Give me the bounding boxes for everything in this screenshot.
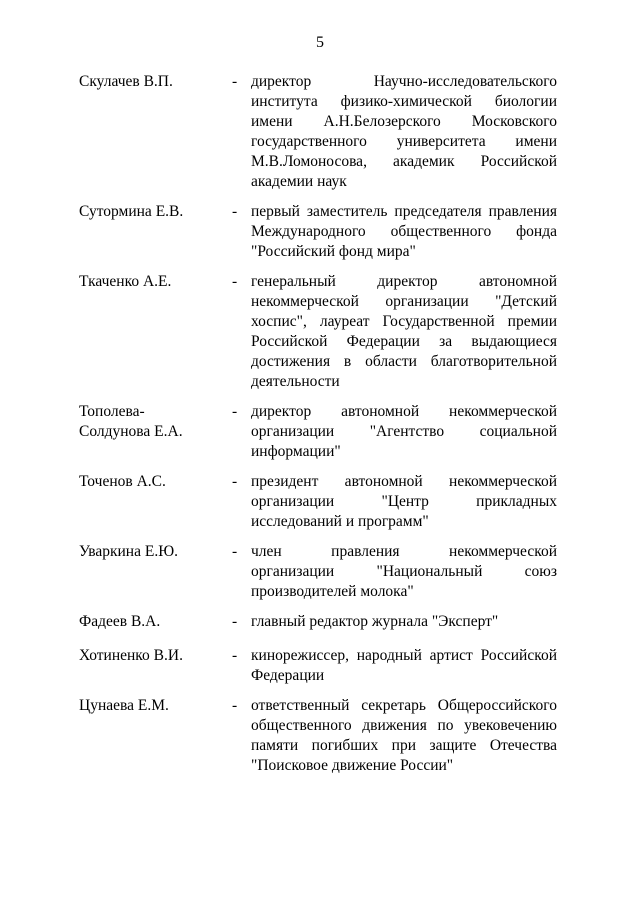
- description-line: организации "Национальный союз: [251, 563, 557, 580]
- description-line: директор Научно-исследовательского: [251, 73, 557, 90]
- description-line: хоспис", лауреат Государственной премии: [251, 313, 557, 330]
- entry-dash: -: [232, 203, 238, 220]
- description-line: имени А.Н.Белозерского Московского: [251, 113, 557, 130]
- member-description: [251, 72, 557, 192]
- member-name-line: Уваркина Е.Ю.: [79, 543, 178, 560]
- member-name-line: Тополева-: [79, 403, 145, 420]
- member-name-line: Солдунова Е.А.: [79, 423, 183, 440]
- entry-dash: -: [232, 613, 238, 630]
- description-line: организации "Агентство социальной: [251, 423, 557, 440]
- member-name-line: Точенов А.С.: [79, 473, 166, 490]
- description-line: президент автономной некоммерческой: [251, 473, 557, 490]
- page-number: 5: [316, 34, 324, 51]
- member-name-line: Ткаченко А.Е.: [79, 273, 172, 290]
- member-name-line: Фадеев В.А.: [79, 613, 161, 630]
- entry-dash: -: [232, 473, 238, 490]
- member-name-line: Сутормина Е.В.: [79, 203, 184, 220]
- description-line: организации "Центр прикладных: [251, 493, 557, 510]
- description-line: общественного движения по увековечению: [251, 717, 557, 734]
- member-description: [251, 472, 557, 532]
- description-line: Российской Федерации за выдающиеся: [251, 333, 557, 350]
- description-line: кинорежиссер, народный артист Российской: [251, 647, 557, 664]
- description-line: генеральный директор автономной: [251, 273, 557, 290]
- member-name-line: Скулачев В.П.: [79, 73, 173, 90]
- description-line: производителей молока": [251, 583, 414, 600]
- member-name: [79, 202, 229, 222]
- description-line: памяти погибших при защите Отечества: [251, 737, 557, 754]
- entry-dash: -: [232, 647, 238, 664]
- member-description: [251, 402, 557, 462]
- description-line: деятельности: [251, 373, 340, 390]
- description-line: исследований и программ": [251, 513, 429, 530]
- description-line: достижения в области благотворительной: [251, 353, 557, 370]
- member-name: [79, 646, 229, 666]
- member-description: [251, 612, 557, 632]
- description-line: член правления некоммерческой: [251, 543, 557, 560]
- entry-dash: -: [232, 543, 238, 560]
- entry-dash: -: [232, 73, 238, 90]
- description-line: ответственный секретарь Общероссийского: [251, 697, 557, 714]
- description-line: главный редактор журнала "Эксперт": [251, 613, 499, 630]
- member-name: [79, 472, 229, 492]
- description-line: М.В.Ломоносова, академик Российской: [251, 153, 557, 170]
- member-description: [251, 272, 557, 392]
- member-name: [79, 542, 229, 562]
- member-description: [251, 646, 557, 686]
- member-description: [251, 202, 557, 262]
- description-line: информации": [251, 443, 341, 460]
- member-description: [251, 542, 557, 602]
- member-name: [79, 696, 229, 716]
- member-name: [79, 72, 229, 92]
- entry-dash: -: [232, 273, 238, 290]
- description-line: "Российский фонд мира": [251, 243, 416, 260]
- member-name: [79, 272, 229, 292]
- description-line: института физико-химической биологии: [251, 93, 557, 110]
- member-name: [79, 402, 229, 442]
- description-line: академии наук: [251, 173, 347, 190]
- description-line: первый заместитель председателя правления: [251, 203, 557, 220]
- member-name-line: Хотиненко В.И.: [79, 647, 183, 664]
- description-line: Международного общественного фонда: [251, 223, 557, 240]
- description-line: государственного университета имени: [251, 133, 557, 150]
- description-line: "Поисковое движение России": [251, 757, 454, 774]
- description-line: Федерации: [251, 667, 325, 684]
- description-line: некоммерческой организации "Детский: [251, 293, 557, 310]
- member-name: [79, 612, 229, 632]
- member-name-line: Цунаева Е.М.: [79, 697, 169, 714]
- entry-dash: -: [232, 403, 238, 420]
- description-line: директор автономной некоммерческой: [251, 403, 557, 420]
- member-description: [251, 696, 557, 776]
- entry-dash: -: [232, 697, 238, 714]
